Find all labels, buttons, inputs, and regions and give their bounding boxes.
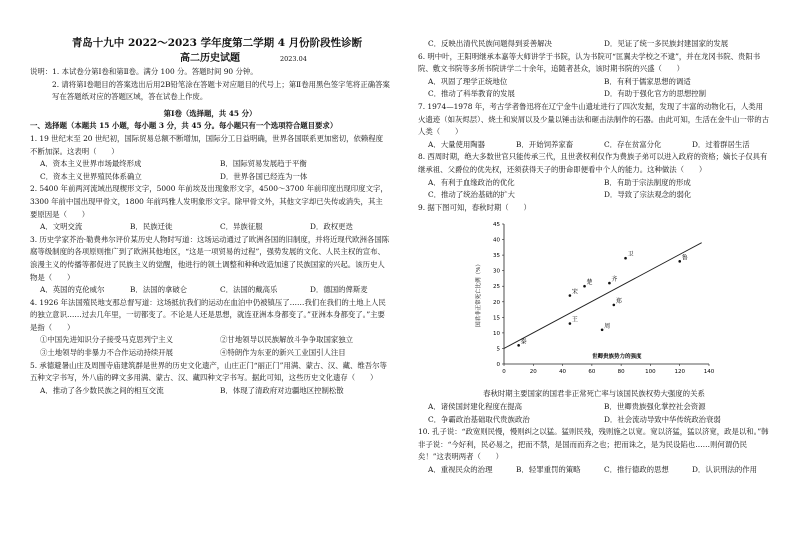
option: B．开始饲养家畜 xyxy=(516,139,574,149)
x-tick-label: 80 xyxy=(617,369,625,376)
point-label: 楚 xyxy=(586,279,593,287)
option: A．文明交流 xyxy=(40,222,83,232)
question-4 xyxy=(30,297,390,360)
option: ①中国先进知识分子接受马克思列宁主义 xyxy=(40,335,174,345)
question-7 xyxy=(418,101,770,151)
option: D．世界各国已经连为一体 xyxy=(220,171,308,181)
question-stem: 7. 1974—1978 年，考古学者鲁迅将在辽宁金牛山遗址进行了四次发掘，发现了丰富的动物化石，人类用火遗迹（如灰烬层）、烧土和炭屑以及少量以锤击法和砸击法制作的石器。由此可知，生活在金牛山一带的古人类（ ） xyxy=(418,101,770,137)
x-tick-label: 40 xyxy=(559,369,567,376)
y-tick-label: 20 xyxy=(493,300,500,307)
left-column xyxy=(30,36,390,397)
question-stem: 10. 孔子说：“政宽则民慢，慢则纠之以猛。猛则民残，残则施之以宽。宽以济猛，猛以济宽，政是以和。”韩非子说：“今好利，民必易之，把而不禁，是国而而弃之也；把而诛之，是为民设陷也……则何谓仍民矣！”这表明两者（ ） xyxy=(418,427,769,462)
exam-date: 2023.04 xyxy=(280,55,307,63)
question-stem: 1. 19 世纪末至 20 世纪初，国际贸易总额不断增加，国际分工日益明确，世界各国联系更加密切，依赖程度不断加深。这表明（ ） xyxy=(30,133,384,156)
data-point xyxy=(601,329,604,332)
subtitle-text: 高二历史试题 xyxy=(180,53,240,64)
question-9 xyxy=(418,202,770,426)
data-point xyxy=(569,323,572,326)
chart-svg xyxy=(470,216,720,386)
question-5 xyxy=(30,360,390,398)
y-tick-label: 40 xyxy=(493,237,500,244)
x-tick-label: 0 xyxy=(502,369,506,376)
question-stem: 6. 明中叶，王阳明继承本嘉等大师讲学于书院，认为书院可“匡翼夫学校之不逮”，并在龙冈书院、贵阳书院、敷文书院等多所书院讲学二十余年，追随者甚众，该时期书院的兴盛（ ） xyxy=(418,51,761,74)
question-stem: 8. 西周时期，绝大多数世官只能传承三代，且世袭权利仅作为费族子弟可以进入政府的资格；嫡长子仅具有继承祖、父爵位的优先权，还须获得天子的册命即便看中个人的能力。这种做法（ ） xyxy=(418,152,768,174)
question-1 xyxy=(30,133,390,183)
option: B．国际贸易发展趋于平衡 xyxy=(220,159,307,169)
option: ②甘地领导以民族解放斗争争取国家独立 xyxy=(220,335,354,345)
x-tick-label: 140 xyxy=(703,369,715,376)
option: C．异族征服 xyxy=(220,222,263,232)
data-point xyxy=(678,260,681,263)
data-point xyxy=(608,282,611,285)
question-stem: 9. 据下图可知，春秋时期（ ） xyxy=(418,202,531,212)
option: A．推动了各少数民族之间的相互交流 xyxy=(40,385,164,395)
option: D．政权更迭 xyxy=(310,222,353,232)
y-tick-label: 25 xyxy=(493,284,500,291)
section-intro: 一、选择题（本题共 15 小题，每小题 3 分，共 45 分。每小题只有一个选项符合题目要求） xyxy=(30,121,338,131)
option: B．民族迁徙 xyxy=(130,222,173,232)
option: D．见证了统一多民族封建国家的发展 xyxy=(604,39,729,48)
trend-line xyxy=(504,243,702,349)
data-point xyxy=(583,285,586,288)
option: C．法国的戴高乐 xyxy=(220,285,278,295)
data-point xyxy=(613,304,616,307)
option: D．德国的俾斯麦 xyxy=(310,285,368,295)
option: A．资本主义世界市场最终形成 xyxy=(40,159,142,169)
option: B．体现了清政府对边疆地区控制松散 xyxy=(220,385,344,395)
point-label: 齐 xyxy=(611,276,618,284)
y-tick-label: 15 xyxy=(493,315,500,322)
option: C．推行德政的思想 xyxy=(604,464,669,474)
option: ③土地领导的非暴力不合作运动持续开展 xyxy=(40,348,174,358)
option: A．重视民众的治理 xyxy=(428,464,493,474)
question-2 xyxy=(30,183,390,233)
option: A．巩固了理学正统地位 xyxy=(428,76,508,86)
question-8 xyxy=(418,151,770,201)
question-3 xyxy=(30,234,390,297)
x-tick-label: 120 xyxy=(674,369,685,376)
point-label: 周 xyxy=(604,323,611,331)
exam-title: 青岛十九中 2022～2023 学年度第二学期 4 月份阶段性诊断 xyxy=(71,37,363,49)
option: A．有利于血缘政治的优化 xyxy=(428,177,515,187)
y-tick-label: 5 xyxy=(496,346,500,353)
data-point xyxy=(569,295,572,298)
question-stem: 3. 历史学家芥治·勒费弗尔评价某历史人物时写道：这场运动通过了欧洲各国的旧制度，并将近现代欧洲各国陈腐等级制度的各项原则推广到了欧洲其他地区，“这是一项贸易的过程”，强势发展的文化、人民主权的宣布、浪漫主义的传播等都促进了民族主义的觉醒，他进行的领土调整和种种改造加速了民族国家的兴起。该历史人物是（ ） xyxy=(30,234,390,282)
point-label: 鲁 xyxy=(681,254,688,262)
option: A．英国的克伦威尔 xyxy=(40,285,105,295)
point-label: 秦 xyxy=(520,338,527,346)
point-label: 郑 xyxy=(615,298,622,306)
instruction-1: 说明：1. 本试卷分第Ⅰ卷和第Ⅱ卷。满分 100 分。答题时间 90 分钟。 xyxy=(30,67,258,76)
question-10 xyxy=(418,426,770,476)
option: A．诸侯国封建化程度在提高 xyxy=(428,401,523,411)
y-tick-label: 30 xyxy=(493,268,500,275)
option: D．过着群居生活 xyxy=(692,139,750,149)
x-tick-label: 20 xyxy=(529,369,537,376)
option: ④特朗作为东亚的新兴工业国引人注目 xyxy=(220,348,346,358)
point-label: 王 xyxy=(571,316,578,324)
option: C．推动了统治基础的扩大 xyxy=(428,190,515,200)
option: D．导致了宗法观念的弱化 xyxy=(604,190,692,200)
option: B．法国的拿破仑 xyxy=(130,285,188,295)
option: C．反映出清代民族问题得到妥善解决 xyxy=(428,39,552,48)
question-5-continued xyxy=(418,38,770,51)
option: C．推动了科举教育的发展 xyxy=(428,89,515,99)
section-title: 第Ⅰ卷（选择题，共 45 分） xyxy=(163,108,257,118)
y-tick-label: 10 xyxy=(493,331,500,338)
option: D．认识刑法的作用 xyxy=(692,464,758,474)
x-tick-label: 60 xyxy=(588,369,596,376)
point-label: 卫 xyxy=(627,251,634,259)
chart-caption: 春秋时期主要国家的国君非正常死亡率与该国民族权势大强度的关系 xyxy=(483,389,705,399)
point-label: 宋 xyxy=(571,288,578,296)
option: A．大量使用陶器 xyxy=(428,139,486,149)
y-tick-label: 35 xyxy=(493,253,500,260)
x-axis-label: 世卿贵族势力的强度 xyxy=(591,354,642,361)
y-axis-label: 国君非正常死亡比例（%） xyxy=(476,261,482,328)
right-column xyxy=(418,38,770,476)
question-6 xyxy=(418,51,770,101)
question-stem: 2. 5400 年前两河流域出现楔形文字，5000 年前埃及出现象形文字，4500～3700 年前印度出现印度文字，3300 年前中国出现甲骨文，1800 年前玛雅人发明象形文字。除甲骨文外，其他文字却已失传或消失，其主要原因是（ ） xyxy=(30,184,388,219)
instruction-2: 2. 请将第Ⅰ卷题目的答案选出后用2B铅笔涂在答题卡对应题目的代号上；第Ⅱ卷用黑色签字笔将正确答案写在答题纸对应的答题区域，答在试卷上作废。 xyxy=(52,79,390,102)
exam-subtitle xyxy=(30,51,390,66)
x-tick-label: 100 xyxy=(645,369,656,376)
y-tick-label: 45 xyxy=(493,222,500,229)
question-stem: 5. 承德避暑山庄及周围寺庙建筑群是世界的历史文化遗产，山庄正门“丽正门”用满、蒙古、汉、藏、维吾尔等五种文字书写，外八庙的碑文多用满、蒙古、汉、藏四种文字书写。据此可知，这些历史文化遗存（ ） xyxy=(30,360,387,383)
data-point xyxy=(624,257,627,260)
option: B．轻罪重罚的策略 xyxy=(516,464,581,474)
option: C．存在贫富分化 xyxy=(604,139,662,149)
option: B．有助于宗法制度的形成 xyxy=(604,177,691,187)
question-stem: 4. 1926 年法国殖民地支那总督写道：这场抵抗我们的运动在血泊中仍被镇压了……我们在我们的土地上人民的独立意识……过去几年里，一切都变了。不论是人还是思想，就连亚洲本身都变了。”亚洲本身都变了。”主要是指（ ） xyxy=(30,297,386,332)
y-tick-label: 0 xyxy=(496,362,500,369)
data-point xyxy=(517,344,520,347)
option: C．资本主义世界殖民体系确立 xyxy=(40,171,142,181)
option: C．争霸政治基础取代贵族政治 xyxy=(428,414,530,424)
option: B．有利于儒家思想的调适 xyxy=(604,76,691,86)
option: D．有助于强化官方的思想控制 xyxy=(604,89,707,99)
option: B．世卿贵族强化掌控社会资源 xyxy=(604,401,706,411)
scatter-chart xyxy=(418,216,770,386)
option: D．社会流动导致中华传统政治衰弱 xyxy=(604,414,721,424)
